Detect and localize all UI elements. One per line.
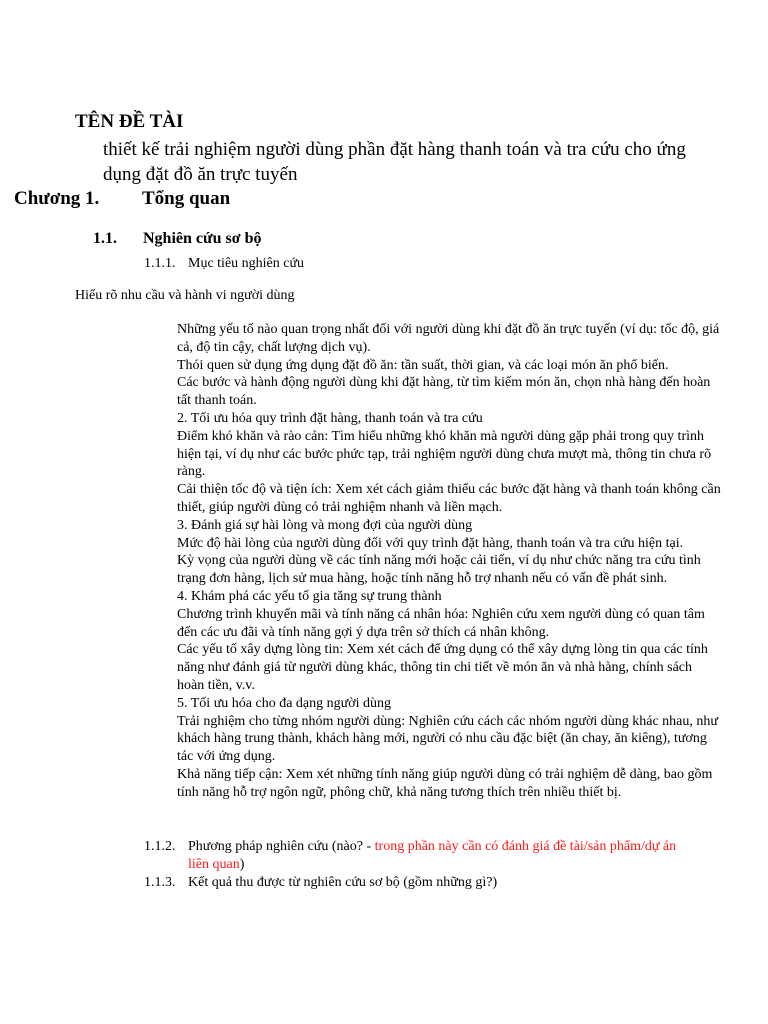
paragraph: Những yếu tố nào quan trọng nhất đối với người dùng khi đặt đồ ăn trực tuyến (ví dụ: tốc độ, giá cả, độ tin cậy, chất lượng dịch vụ). [177,322,720,355]
subsection-title: Kết quả thu được từ nghiên cứu sơ bộ (gồm những gì?) [188,875,498,890]
paragraph: Thói quen sử dụng ứng dụng đặt đồ ăn: tần suất, thời gian, và các loại món ăn phổ biến. [177,357,669,373]
red-note-continued: liên quan [188,857,240,872]
paragraph: Khả năng tiếp cận: Xem xét những tính năng giúp người dùng có trải nghiệm dễ dàng, bao gồm tính năng hỗ trợ ngôn ngữ, phông chữ, khả năng tương thích trên nhiều thiết bị. [177,766,713,800]
subsection-heading-2 [144,838,724,874]
paragraph: Cải thiện tốc độ và tiện ích: Xem xét cách giảm thiểu các bước đặt hàng và thanh toán không cần thiết, giúp người dùng có trải nghiệm nhanh và liền mạch. [177,482,721,515]
subsection-number: 1.1.3. [144,875,176,890]
subsection-heading-1 [144,256,304,272]
subsection-title: Phương pháp nghiên cứu (nào? - [188,839,375,854]
chapter-heading [14,188,230,210]
section-heading [93,230,261,248]
subsection-heading-3 [144,875,497,891]
paragraph: 2. Tối ưu hóa quy trình đặt hàng, thanh toán và tra cứu [177,410,483,426]
chapter-number: Chương 1. [14,188,100,209]
document-title-text: thiết kế trải nghiệm người dùng phần đặt hàng thanh toán và tra cứu cho ứng dụng đặt đồ ăn trực tuyến [103,139,686,185]
intro-paragraph: Hiểu rõ nhu cầu và hành vi người dùng [75,288,295,303]
paragraph: Các yếu tố xây dựng lòng tin: Xem xét cách để ứng dụng có thể xây dựng lòng tin qua các tính năng như đánh giá từ người dùng khác, thông tin chi tiết về món ăn và nhà hàng, chính sách hoàn tiền, v.v. [177,642,708,693]
paragraph: Chương trình khuyến mãi và tính năng cá nhân hóa: Nghiên cứu xem người dùng có quan tâm đến các ưu đãi và tính năng gợi ý dựa trên sở thích cá nhân không. [177,606,705,640]
section-number: 1.1. [93,230,117,247]
paragraph: 4. Khám phá các yếu tố gia tăng sự trung thành [177,588,442,604]
paragraph: 5. Tối ưu hóa cho đa dạng người dùng [177,695,392,711]
paragraph: Các bước và hành động người dùng khi đặt hàng, từ tìm kiếm món ăn, chọn nhà hàng đến hoàn tất thanh toán. [177,375,711,409]
body-paragraphs [177,321,722,802]
paragraph: 3. Đánh giá sự hài lòng và mong đợi của người dùng [177,517,473,533]
subsection-number: 1.1.1. [144,256,176,271]
section-title: Nghiên cứu sơ bộ [143,230,262,247]
chapter-title: Tổng quan [142,188,231,209]
red-note: trong phần này cần có đánh giá đề tài/sản phẩm/dự án [374,839,677,854]
paragraph: Điểm khó khăn và rào cản: Tìm hiểu những khó khăn mà người dùng gặp phải trong quy trình hiện tại, ví dụ như các bước phức tạp, trải nghiệm người dùng chưa mượt mà, thông tin chưa rõ ràng. [177,428,712,480]
paragraph: Trải nghiệm cho từng nhóm người dùng: Nghiên cứu cách các nhóm người dùng khác nhau, như khách hàng trung thành, khách hàng mới, người có nhu cầu đặc biệt (ăn chay, ăn kiêng), tương tác với ứng dụng. [177,713,718,765]
subsection-number: 1.1.2. [144,839,176,854]
subsection-title: Mục tiêu nghiên cứu [188,256,305,271]
paragraph: Mức độ hài lòng của người dùng đối với quy trình đặt hàng, thanh toán và tra cứu hiện tại. [177,535,684,551]
document-title-label: TÊN ĐỀ TÀI [75,111,184,132]
closing-paren: ) [239,857,245,872]
paragraph: Kỳ vọng của người dùng về các tính năng mới hoặc cải tiến, ví dụ như chức năng tra cứu tình trạng đơn hàng, lịch sử mua hàng, hoặc tính năng hỗ trợ nhanh nếu có vấn đề phát sinh. [177,553,701,587]
